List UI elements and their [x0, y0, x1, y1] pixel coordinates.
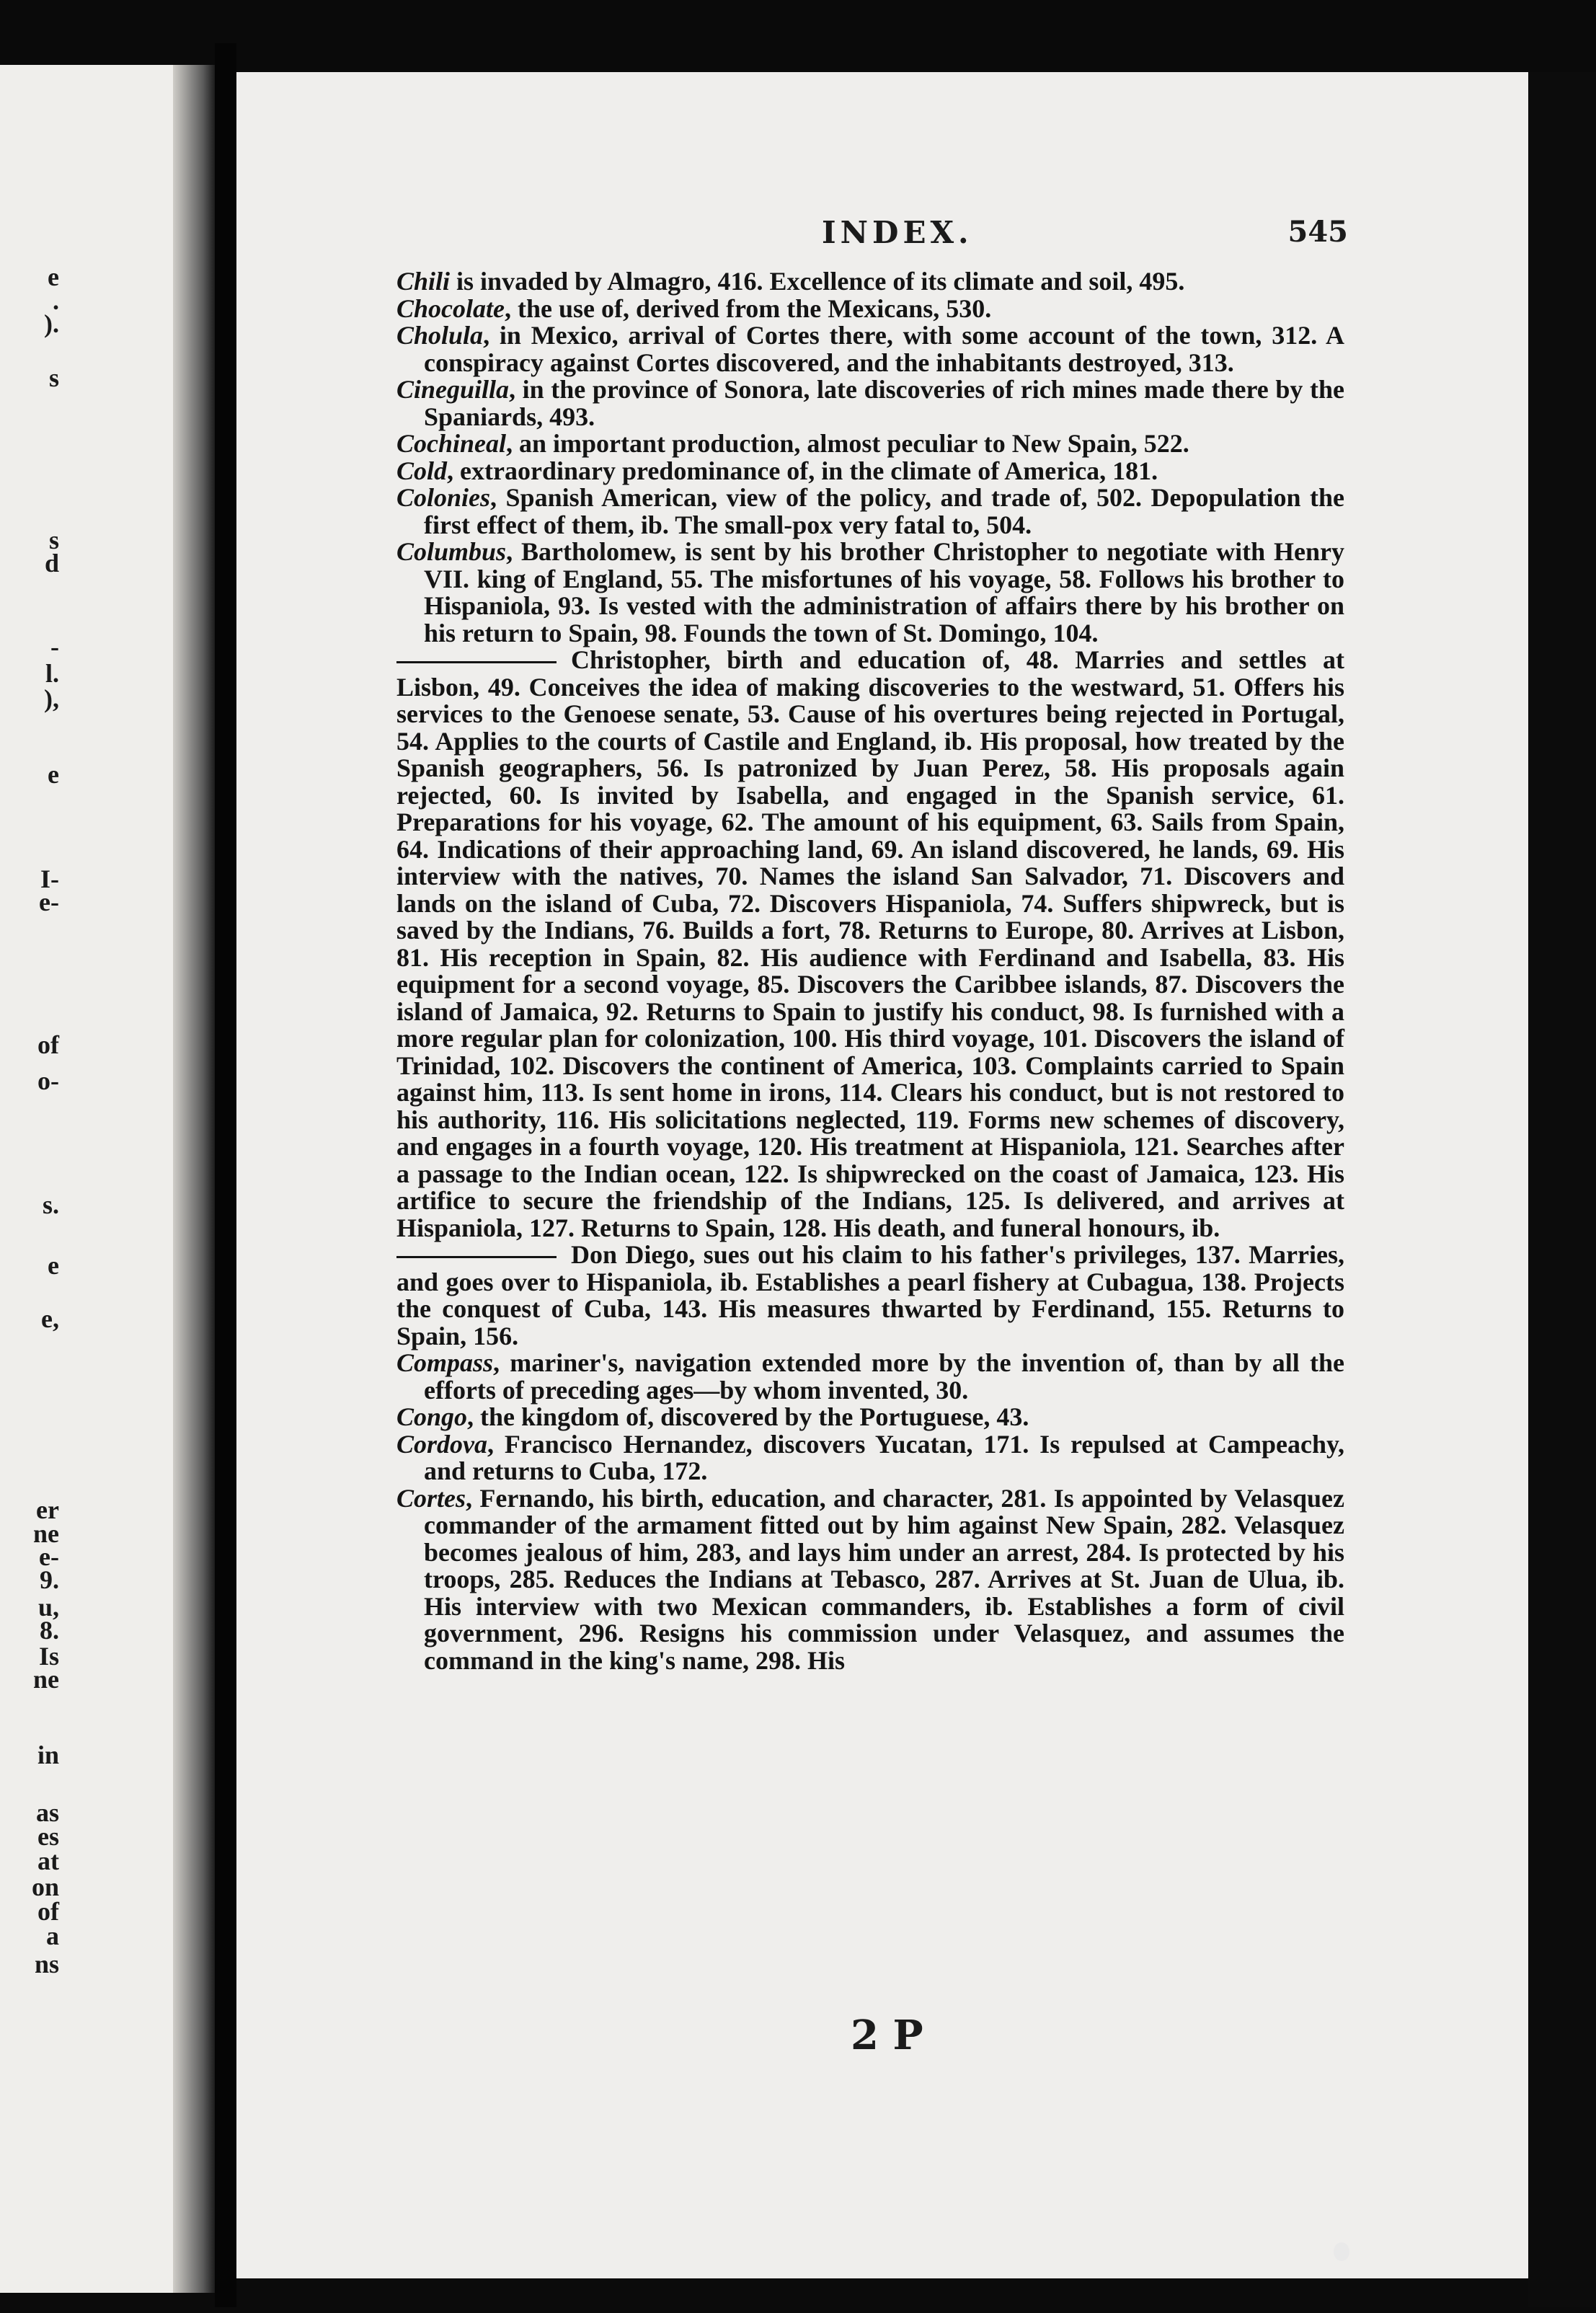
subentry-text: Don Diego, sues out his claim to his father's privileges, 137. Marries, and goes over to Hispaniola, ib. Establishes a pearl fishery at Cubagua, 138. Projects the conquest of Cuba, 143. His measures thwarted by Ferdinand, 155. Returns to Spain, 156. — [396, 1240, 1344, 1350]
index-subentry — [396, 647, 1344, 1242]
margin-fragment: 9. — [40, 1565, 59, 1594]
margin-fragment: o- — [37, 1066, 59, 1095]
margin-fragment: of — [37, 1897, 59, 1926]
entry-text: , Francisco Hernandez, discovers Yucatan, 171. Is repulsed at Campeachy, and returns to Cuba, 172. — [424, 1429, 1344, 1485]
paper-speck — [1334, 2242, 1349, 2261]
signature-mark: 2 P — [851, 2012, 923, 2059]
margin-fragment: s — [48, 526, 59, 554]
margin-fragment: e- — [39, 1542, 59, 1571]
margin-fragment: on — [31, 1872, 59, 1901]
top-shadow — [0, 0, 1596, 72]
entry-heading: Cold — [396, 456, 448, 485]
margin-fragment: as — [35, 1798, 59, 1827]
entry-text: , Fernando, his birth, education, and character, 281. Is appointed by Velasquez commander of the armament fitted out by him against New Spain, 282. Velasquez becomes jealous of him, 283, and lays him under an arrest, 284. Is protected by his troops, 285. Reduces the Indians at Tebasco, 287. Arrives at St. Juan de Ulua, ib. His interview with two Mexican commanders, ib. Establishes a form of civil government, 296. Resigns his commission under Velasquez, and assumes the command in the king's name, 298. His — [424, 1483, 1344, 1675]
entry-text: , extraordinary predominance of, in the climate of America, 181. — [447, 456, 1158, 485]
entry-heading: Columbus — [396, 537, 507, 566]
margin-fragment: in — [37, 1741, 59, 1769]
margin-fragment: - — [50, 632, 59, 661]
margin-fragment: ). — [44, 309, 59, 338]
index-entry — [396, 1350, 1344, 1404]
entry-text: , Bartholomew, is sent by his brother Christopher to negotiate with Henry VII. king of England, 55. The misfortunes of his voyage, 58. Follows his brother to Hispaniola, 93. Is vested with the administration of affairs there by his brother on his return to Spain, 98. Founds the town of St. Domingo, 104. — [424, 537, 1344, 647]
margin-fragment: es — [37, 1822, 59, 1851]
entry-heading: Congo — [396, 1402, 468, 1431]
book-spine — [215, 43, 236, 2307]
margin-fragment: ns — [34, 1950, 59, 1978]
entry-text: , in the province of Sonora, late discoveries of rich mines made there by the Spaniards, 493. — [424, 375, 1344, 431]
margin-fragment: a — [46, 1921, 59, 1950]
margin-fragment: er — [36, 1495, 59, 1524]
index-entry — [396, 539, 1344, 647]
margin-fragment: ne — [33, 1519, 59, 1548]
margin-fragment: ), — [44, 684, 59, 713]
margin-fragment: . — [53, 286, 59, 315]
index-subentry — [396, 1242, 1344, 1350]
entry-text: , Spanish American, view of the policy, and trade of, 502. Depopulation the first effect of them, ib. The small-pox very fatal to, 504. — [424, 483, 1344, 539]
margin-fragment: e — [48, 760, 59, 789]
page-number: 545 — [1287, 215, 1348, 249]
right-edge-shadow — [1528, 72, 1596, 2307]
entry-heading: Colonies — [396, 483, 491, 512]
margin-fragment: ne — [33, 1665, 59, 1694]
margin-fragment: of — [37, 1030, 59, 1059]
entry-text: , an important production, almost peculiar to New Spain, 522. — [506, 429, 1189, 458]
repeat-dash — [396, 661, 557, 663]
index-column — [396, 268, 1344, 1674]
margin-fragment: d — [44, 549, 59, 578]
subentry-text: Christopher, birth and education of, 48. Marries and settles at Lisbon, 49. Conceives the idea of making discoveries to the westward, 51. Offers his services to the Genoese senate, 53. Cause of his overtures being rejected in Portugal, 54. Applies to the courts of Castile and England, ib. His proposal, how treated by the Spanish geographers, 56. Is patronized by Juan Perez, 58. His proposals again rejected, 60. Is invited by Isabella, and engaged in the Spanish service, 61. Preparations for his voyage, 62. The amount of his equipment, 63. Sails from Spain, 64. Indications of their approaching land, 69. An island discovered, he lands, 69. His interview with the natives, 70. Names the island San Salvador, 71. Discovers and lands on the island of Cuba, 72. Discovers Hispaniola, 74. Suffers shipwreck, but is saved by the Indians, 76. Builds a fort, 78. Returns to Europe, 80. Arrives at Lisbon, 81. His reception in Spain, 82. His audience with Ferdinand and Isabella, 83. His equipment for a second voyage, 85. Discovers the Caribbee islands, 87. Discovers the island of Jamaica, 92. Returns to Spain to justify his conduct, 98. Is furnished with a more regular plan for colonization, 100. His third voyage, 101. Discovers the island of Trinidad, 102. Discovers the continent of America, 103. Complaints carried to Spain against him, 113. Is sent home in irons, 114. Clears his conduct, but is not restored to his authority, 116. His solicitations neglected, 119. Forms new schemes of discovery, and engages in a fourth voyage, 120. His treatment at Hispaniola, 121. Searches after a passage to the Indian ocean, 122. Is shipwrecked on the coast of Jamaica, 123. His artifice to secure the friendship of the Indians, 125. Is delivered, and arrives at Hispaniola, 127. Returns to Spain, 128. His death, and funeral honours, ib. — [396, 645, 1344, 1242]
margin-fragment: e, — [41, 1304, 59, 1333]
margin-fragment: e- — [39, 888, 59, 916]
margin-fragment: e — [48, 262, 59, 291]
margin-fragment: Is — [38, 1642, 59, 1671]
margin-fragment: u, — [37, 1593, 59, 1622]
index-entry — [396, 430, 1344, 458]
entry-text: , the kingdom of, discovered by the Portuguese, 43. — [467, 1402, 1029, 1431]
running-title: INDEX. — [822, 215, 973, 250]
entry-heading: Cortes — [396, 1483, 466, 1513]
margin-fragment: s. — [42, 1190, 59, 1219]
entry-heading: Chocolate — [396, 293, 505, 323]
margin-fragment: e — [48, 1251, 59, 1280]
index-entry — [396, 268, 1344, 296]
margin-fragment: l. — [45, 659, 59, 688]
index-entry — [396, 322, 1344, 376]
entry-heading: Cholula — [396, 321, 484, 350]
entry-heading: Chili — [396, 267, 451, 296]
repeat-dash — [396, 1256, 557, 1258]
entry-text: , mariner's, navigation extended more by the invention of, than by all the efforts of preceding ages—by whom invented, 30. — [424, 1348, 1344, 1405]
page-header — [822, 215, 1348, 255]
index-entry — [396, 376, 1344, 430]
margin-fragment: I- — [40, 864, 59, 893]
entry-text: , the use of, derived from the Mexicans, 530. — [505, 293, 992, 323]
entry-heading: Cineguilla — [396, 375, 510, 404]
index-entry — [396, 458, 1344, 485]
entry-text: is invaded by Almagro, 416. Excellence of its climate and soil, 495. — [450, 267, 1185, 296]
index-entry — [396, 485, 1344, 539]
entry-text: , in Mexico, arrival of Cortes there, with some account of the town, 312. A conspiracy against Cortes discovered, and the inhabitants destroyed, 313. — [424, 321, 1344, 377]
margin-fragment: at — [37, 1847, 59, 1875]
index-entry — [396, 293, 1344, 323]
entry-heading: Compass — [396, 1348, 494, 1377]
gutter-shadow — [173, 65, 216, 2293]
index-entry — [396, 1485, 1344, 1675]
index-entry — [396, 1404, 1344, 1431]
entry-heading: Cochineal — [396, 429, 507, 458]
margin-fragment: 8. — [40, 1616, 59, 1645]
margin-fragment: s — [48, 363, 59, 392]
entry-heading: Cordova — [396, 1429, 487, 1459]
index-entry — [396, 1431, 1344, 1485]
